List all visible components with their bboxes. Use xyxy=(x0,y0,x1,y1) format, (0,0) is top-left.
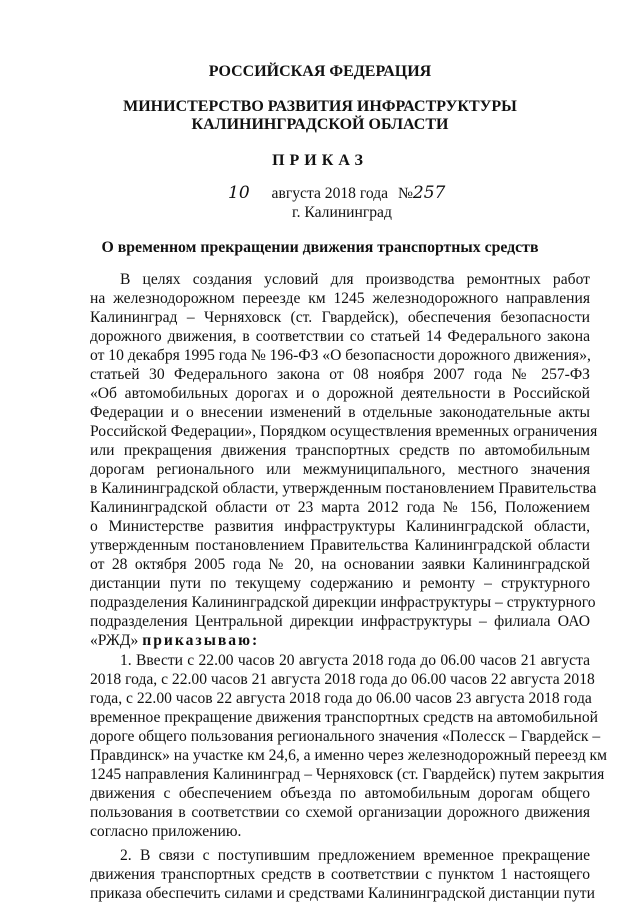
order-date-text: августа 2018 года xyxy=(271,185,389,202)
preamble-line: в Калининградской области, утвержденным постановлением Правительства xyxy=(90,480,597,497)
item-1-line: Правдинск» на участке км 24,6, а именно через железнодорожный переезд км xyxy=(90,747,607,764)
item-1-line: движения с обеспечением объезда по автомобильным дорогам общего xyxy=(90,785,590,802)
preamble-line: подразделения Центральной дирекции инфраструктуры – филиала ОАО xyxy=(90,613,590,630)
preamble-line: подразделения Калининградской дирекции инфраструктуры – структурного xyxy=(90,594,596,611)
order-keyword: приказываю: xyxy=(142,632,260,649)
ministry-heading-line2: КАЛИНИНГРАДСКОЙ ОБЛАСТИ xyxy=(191,116,449,133)
order-number-label: № xyxy=(397,185,413,202)
item-2-line: движения транспортных средств в соответствии с пунктом 1 настоящего xyxy=(90,866,590,883)
item-2-line: 2. В связи с поступившим предложением временное прекращение xyxy=(120,847,590,864)
handwritten-order-number: 257 xyxy=(412,183,446,203)
preamble-line: «Об автомобильных дорогах и о дорожной деятельности в Российской xyxy=(90,385,590,402)
item-1-line: года, с 22.00 часов 22 августа 2018 года до 06.00 часов 23 августа 2018 года xyxy=(90,690,592,707)
preamble-line: утвержденным постановлением Правительства Калининградской области xyxy=(90,537,590,554)
preamble-line: Калининградской области от 23 марта 2012 года № 156, Положением xyxy=(90,499,590,516)
item-1-line: дороге общего пользования регионального значения «Полесск – Гвардейск – xyxy=(90,728,601,745)
item-1-line: пользования в соответствии со схемой организации дорожного движения xyxy=(90,804,590,821)
preamble-line: В целях создания условий для производства ремонтных работ xyxy=(120,271,590,288)
preamble-line: статьей 30 Федерального закона от 08 ноября 2007 года № 257-ФЗ xyxy=(90,366,590,383)
order-date-line xyxy=(228,184,445,203)
item-1-line: 1. Ввести с 22.00 часов 20 августа 2018 года до 06.00 часов 21 августа xyxy=(120,652,590,669)
rzd-abbreviation: «РЖД» xyxy=(90,632,139,649)
order-subject: О временном прекращении движения транспортных средств xyxy=(101,239,539,256)
preamble-line: Российской Федерации», Порядком осуществления временных ограничения xyxy=(90,423,598,440)
preamble-line: дистанции пути по текущему содержанию и ремонту – структурного xyxy=(90,575,590,592)
preamble-line: от 10 декабря 1995 года № 196-ФЗ «О безопасности дорожного движения», xyxy=(90,347,591,364)
item-2-line: приказа обеспечить силами и средствами Калининградской дистанции пути xyxy=(90,885,595,902)
order-city: г. Калининград xyxy=(292,204,392,221)
doc-type-heading: ПРИКАЗ xyxy=(272,152,368,169)
preamble-line: дорогам регионального или межмуниципального, местного значения xyxy=(90,461,590,478)
preamble-line: от 28 октября 2005 года № 20, на основании заявки Калининградской xyxy=(90,556,590,573)
preamble-final-line xyxy=(90,631,259,650)
item-1-line: 2018 года, с 22.00 часов 21 августа 2018 года до 06.00 часов 22 августа 2018 xyxy=(90,671,595,688)
item-1-line: согласно приложению. xyxy=(90,823,242,840)
preamble-line: о Министерстве развития инфраструктуры Калининградской области, xyxy=(90,518,590,535)
item-1-line: временное прекращение движения транспортных средств на автомобильной xyxy=(90,709,598,726)
preamble-line: на железнодорожном переезде км 1245 железнодорожного направления xyxy=(90,290,590,307)
preamble-line: дорожного движения, в соответствии со статьей 14 Федерального закона xyxy=(90,328,590,345)
preamble-line: Федерации и о внесении изменений в отдельные законодательные акты xyxy=(90,404,590,421)
item-1-line: 1245 направления Калининград – Черняховск (ст. Гвардейск) путем закрытия xyxy=(90,766,605,783)
handwritten-day: 10 xyxy=(228,183,250,203)
ministry-heading-line1: МИНИСТЕРСТВО РАЗВИТИЯ ИНФРАСТРУКТУРЫ xyxy=(123,98,517,115)
preamble-line: Калининград – Черняховск (ст. Гвардейск), обеспечения безопасности xyxy=(90,309,590,326)
country-heading: РОССИЙСКАЯ ФЕДЕРАЦИЯ xyxy=(208,63,432,80)
preamble-line: или прекращения движения транспортных средств по автомобильным xyxy=(90,442,590,459)
